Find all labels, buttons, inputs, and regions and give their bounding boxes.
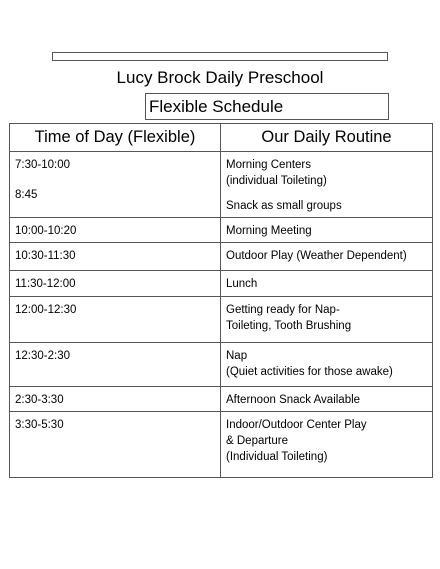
table-row	[10, 218, 433, 243]
time-text: 12:00-12:30	[15, 304, 77, 316]
routine-cell	[221, 243, 433, 271]
routine-text: Afternoon Snack Available	[226, 394, 361, 406]
time-cell	[10, 412, 221, 478]
routine-text: Outdoor Play (Weather Dependent)	[226, 250, 407, 262]
schedule-table	[9, 123, 433, 478]
routine-text: Morning Centers	[226, 159, 312, 171]
time-cell	[10, 218, 221, 243]
time-cell	[10, 271, 221, 297]
routine-cell	[221, 271, 433, 297]
time-text: 8:45	[15, 189, 38, 201]
routine-cell	[221, 387, 433, 412]
table-header-row	[10, 124, 433, 152]
routine-text: Lunch	[226, 278, 258, 290]
routine-cell	[221, 297, 433, 343]
time-cell	[10, 343, 221, 387]
routine-text: Nap	[226, 350, 248, 362]
routine-text: Getting ready for Nap-	[226, 304, 340, 316]
routine-text: Indoor/Outdoor Center Play	[226, 419, 367, 431]
table-row	[10, 297, 433, 343]
subtitle-box	[145, 93, 389, 120]
routine-cell	[221, 343, 433, 387]
time-text: 3:30-5:30	[15, 419, 64, 431]
table-row	[10, 271, 433, 297]
routine-cell	[221, 152, 433, 218]
time-cell	[10, 152, 221, 218]
column-header-routine: Our Daily Routine	[221, 124, 433, 152]
table-row	[10, 243, 433, 271]
routine-cell	[221, 218, 433, 243]
routine-text: (individual Toileting)	[226, 175, 327, 187]
time-cell	[10, 387, 221, 412]
time-text: 12:30-2:30	[15, 350, 70, 362]
top-empty-box	[52, 52, 388, 61]
routine-text: (Individual Toileting)	[226, 451, 328, 463]
routine-text: (Quiet activities for those awake)	[226, 366, 393, 378]
time-text: 2:30-3:30	[15, 394, 64, 406]
time-text: 10:30-11:30	[15, 250, 76, 262]
routine-text: Snack as small groups	[226, 200, 342, 212]
time-cell	[10, 243, 221, 271]
routine-text: & Departure	[226, 435, 289, 447]
table-row	[10, 412, 433, 478]
page-subtitle: Flexible Schedule	[149, 97, 284, 116]
time-text: 10:00-10:20	[15, 225, 77, 237]
time-text: 7:30-10:00	[15, 159, 70, 171]
page-title: Lucy Brock Daily Preschool	[116, 68, 324, 87]
table-row	[10, 152, 433, 218]
time-text: 11:30-12:00	[15, 278, 76, 290]
table-row	[10, 343, 433, 387]
column-header-time: Time of Day (Flexible)	[10, 124, 221, 152]
routine-cell	[221, 412, 433, 478]
routine-text: Toileting, Tooth Brushing	[226, 320, 352, 332]
routine-text: Morning Meeting	[226, 225, 312, 237]
table-row	[10, 387, 433, 412]
time-cell	[10, 297, 221, 343]
